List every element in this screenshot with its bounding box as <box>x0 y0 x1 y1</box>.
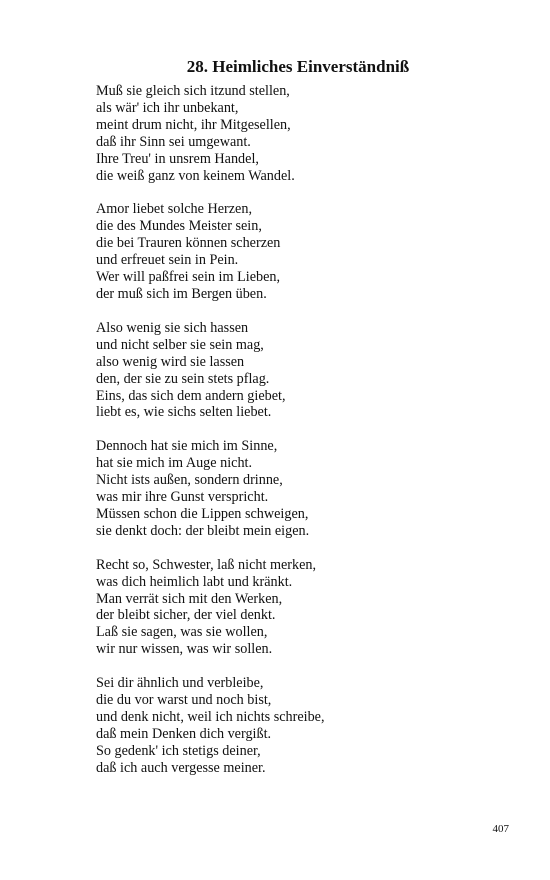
poem-line: So gedenk' ich stetigs deiner, <box>96 742 261 759</box>
poem-line: hat sie mich im Auge nicht. <box>96 455 253 472</box>
poem-line: daß ich auch vergesse meiner. <box>96 759 266 776</box>
poem-line: wir nur wissen, was wir sollen. <box>96 641 273 658</box>
poem-line: was mir ihre Gunst verspricht. <box>96 489 269 506</box>
stanza <box>96 83 516 184</box>
poem-line: Ihre Treu' in unsrem Handel, <box>96 150 259 167</box>
poem-line: die bei Trauren können scherzen <box>96 235 281 252</box>
poem-line: Recht so, Schwester, laß nicht merken, <box>96 556 317 573</box>
poem-line: der bleibt sicher, der viel denkt. <box>96 607 276 624</box>
poem-line: Wer will paßfrei sein im Lieben, <box>96 269 281 286</box>
poem-line: den, der sie zu sein stets pflag. <box>96 370 270 387</box>
poem-line: was dich heimlich labt und kränkt. <box>96 573 293 590</box>
poem-line: Nicht ists außen, sondern drinne, <box>96 472 283 489</box>
poem-line: Man verrät sich mit den Werken, <box>96 590 283 607</box>
poem-line: als wär' ich ihr unbekant, <box>96 99 239 116</box>
poem-line: und denk nicht, weil ich nichts schreibe, <box>96 709 325 725</box>
poem-line: meint drum nicht, ihr Mitgesellen, <box>96 116 291 133</box>
poem-line: Amor liebet solche Herzen, <box>96 201 253 218</box>
poem-line: sie denkt doch: der bleibt mein eigen. <box>96 522 310 539</box>
poem-line: Eins, das sich dem andern giebet, <box>96 387 286 404</box>
stanza <box>96 675 516 776</box>
poem-line: liebt es, wie sichs selten liebet. <box>96 404 272 421</box>
stanza <box>96 320 516 421</box>
poem-line: die des Mundes Meister sein, <box>96 218 262 235</box>
page-number: 407 <box>492 823 509 835</box>
poem-body <box>96 83 516 794</box>
stanza <box>96 201 516 302</box>
poem-line: Müssen schon die Lippen schweigen, <box>96 505 309 522</box>
poem-line: die weiß ganz von keinem Wandel. <box>96 167 295 184</box>
poem-line: und erfreuet sein in Pein. <box>96 252 239 269</box>
poem-line: Laß sie sagen, was sie wollen, <box>96 624 268 641</box>
poem-line: der muß sich im Bergen üben. <box>96 285 267 302</box>
poem-line: die du vor warst und noch bist, <box>96 692 272 709</box>
poem-line: daß ihr Sinn sei umgewant. <box>96 133 251 150</box>
stanza <box>96 557 516 658</box>
poem-line: Also wenig sie sich hassen <box>96 319 249 336</box>
poem-title: 28. Heimliches Einverständniß <box>186 57 410 76</box>
poem-line: Muß sie gleich sich itzund stellen, <box>96 83 290 99</box>
poem-line: und nicht selber sie sein mag, <box>96 336 264 353</box>
poem-line: daß mein Denken dich vergißt. <box>96 725 272 742</box>
poem-line: Dennoch hat sie mich im Sinne, <box>96 438 278 455</box>
stanza <box>96 438 516 539</box>
poem-line: also wenig wird sie lassen <box>96 353 245 370</box>
poem-line: Sei dir ähnlich und verbleibe, <box>96 675 264 692</box>
